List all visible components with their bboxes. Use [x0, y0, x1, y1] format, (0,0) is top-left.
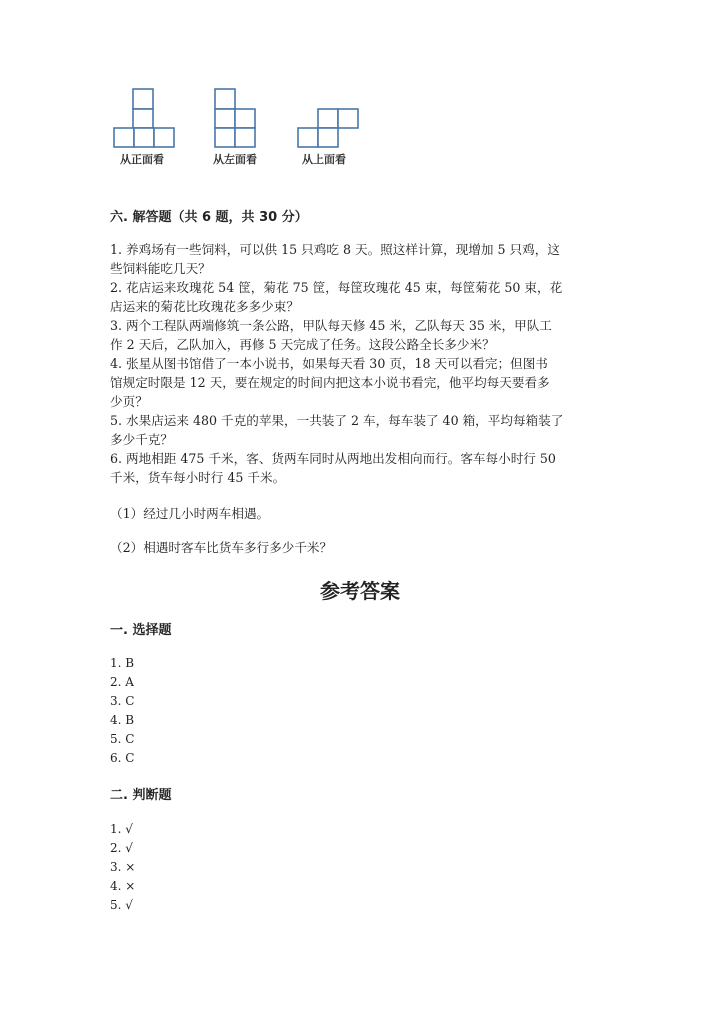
- answer-item: 2. A: [110, 675, 134, 689]
- question-line: 6. 两地相距 475 千米，客、货两车同时从两地出发相向而行。客车每小时行 50: [110, 451, 556, 466]
- question-line: 少页？: [110, 394, 148, 409]
- question-line: 多少千克？: [110, 432, 173, 447]
- question-line: 2. 花店运来玫瑰花 54 筐，菊花 75 筐，每筐玫瑰花 45 束，每筐菊花 50 束，花: [110, 280, 563, 295]
- question-line: 1. 养鸡场有一些饲料，可以供 15 只鸡吃 8 天。照这样计算，现增加 5 只鸡，这: [110, 242, 560, 257]
- question-line: 店运来的菊花比玫瑰花多多少束？: [110, 299, 299, 314]
- front-view-figure: [110, 88, 180, 150]
- answer-item: 2. √: [110, 841, 133, 855]
- judge-heading: 二. 判断题: [110, 788, 172, 803]
- sub-question-1: （1）经过几小时两车相遇。: [110, 506, 270, 521]
- question-line: 4. 张星从图书馆借了一本小说书，如果每天看 30 页，18 天可以看完；但图书: [110, 356, 548, 371]
- front-view-label: 从正面看: [120, 153, 164, 166]
- question-line: 5. 水果店运来 480 千克的苹果，一共装了 2 车，每车装了 40 箱，平均每箱装了: [110, 413, 564, 428]
- question-line: 3. 两个工程队两端修筑一条公路，甲队每天修 45 米，乙队每天 35 米，甲队工: [110, 318, 552, 333]
- left-view-label: 从左面看: [213, 153, 257, 166]
- top-view-figure: [295, 108, 361, 150]
- question-line: 作 2 天后，乙队加入，再修 5 天完成了任务。这段公路全长多少米？: [110, 337, 495, 352]
- answer-item: 3. ×: [110, 860, 136, 874]
- question-line: 千米，货车每小时行 45 千米。: [110, 470, 286, 485]
- answer-item: 5. √: [110, 898, 133, 912]
- answers-title: 参考答案: [320, 579, 400, 603]
- question-line: 些饲料能吃几天？: [110, 261, 211, 276]
- section-6-heading: 六. 解答题（共 6 题，共 30 分）: [110, 210, 308, 225]
- answer-item: 1. B: [110, 656, 135, 670]
- answer-item: 4. ×: [110, 879, 136, 893]
- top-view-label: 从上面看: [302, 153, 346, 166]
- answer-item: 5. C: [110, 732, 135, 746]
- sub-question-2: （2）相遇时客车比货车多行多少千米？: [110, 540, 333, 555]
- left-view-figure: [210, 88, 260, 150]
- answer-item: 3. C: [110, 694, 135, 708]
- answer-item: 1. √: [110, 822, 133, 836]
- answer-item: 4. B: [110, 713, 135, 727]
- choice-heading: 一. 选择题: [110, 623, 172, 638]
- answer-item: 6. C: [110, 751, 135, 765]
- question-line: 馆规定时限是 12 天，要在规定的时间内把这本小说书看完，他平均每天要看多: [110, 375, 550, 390]
